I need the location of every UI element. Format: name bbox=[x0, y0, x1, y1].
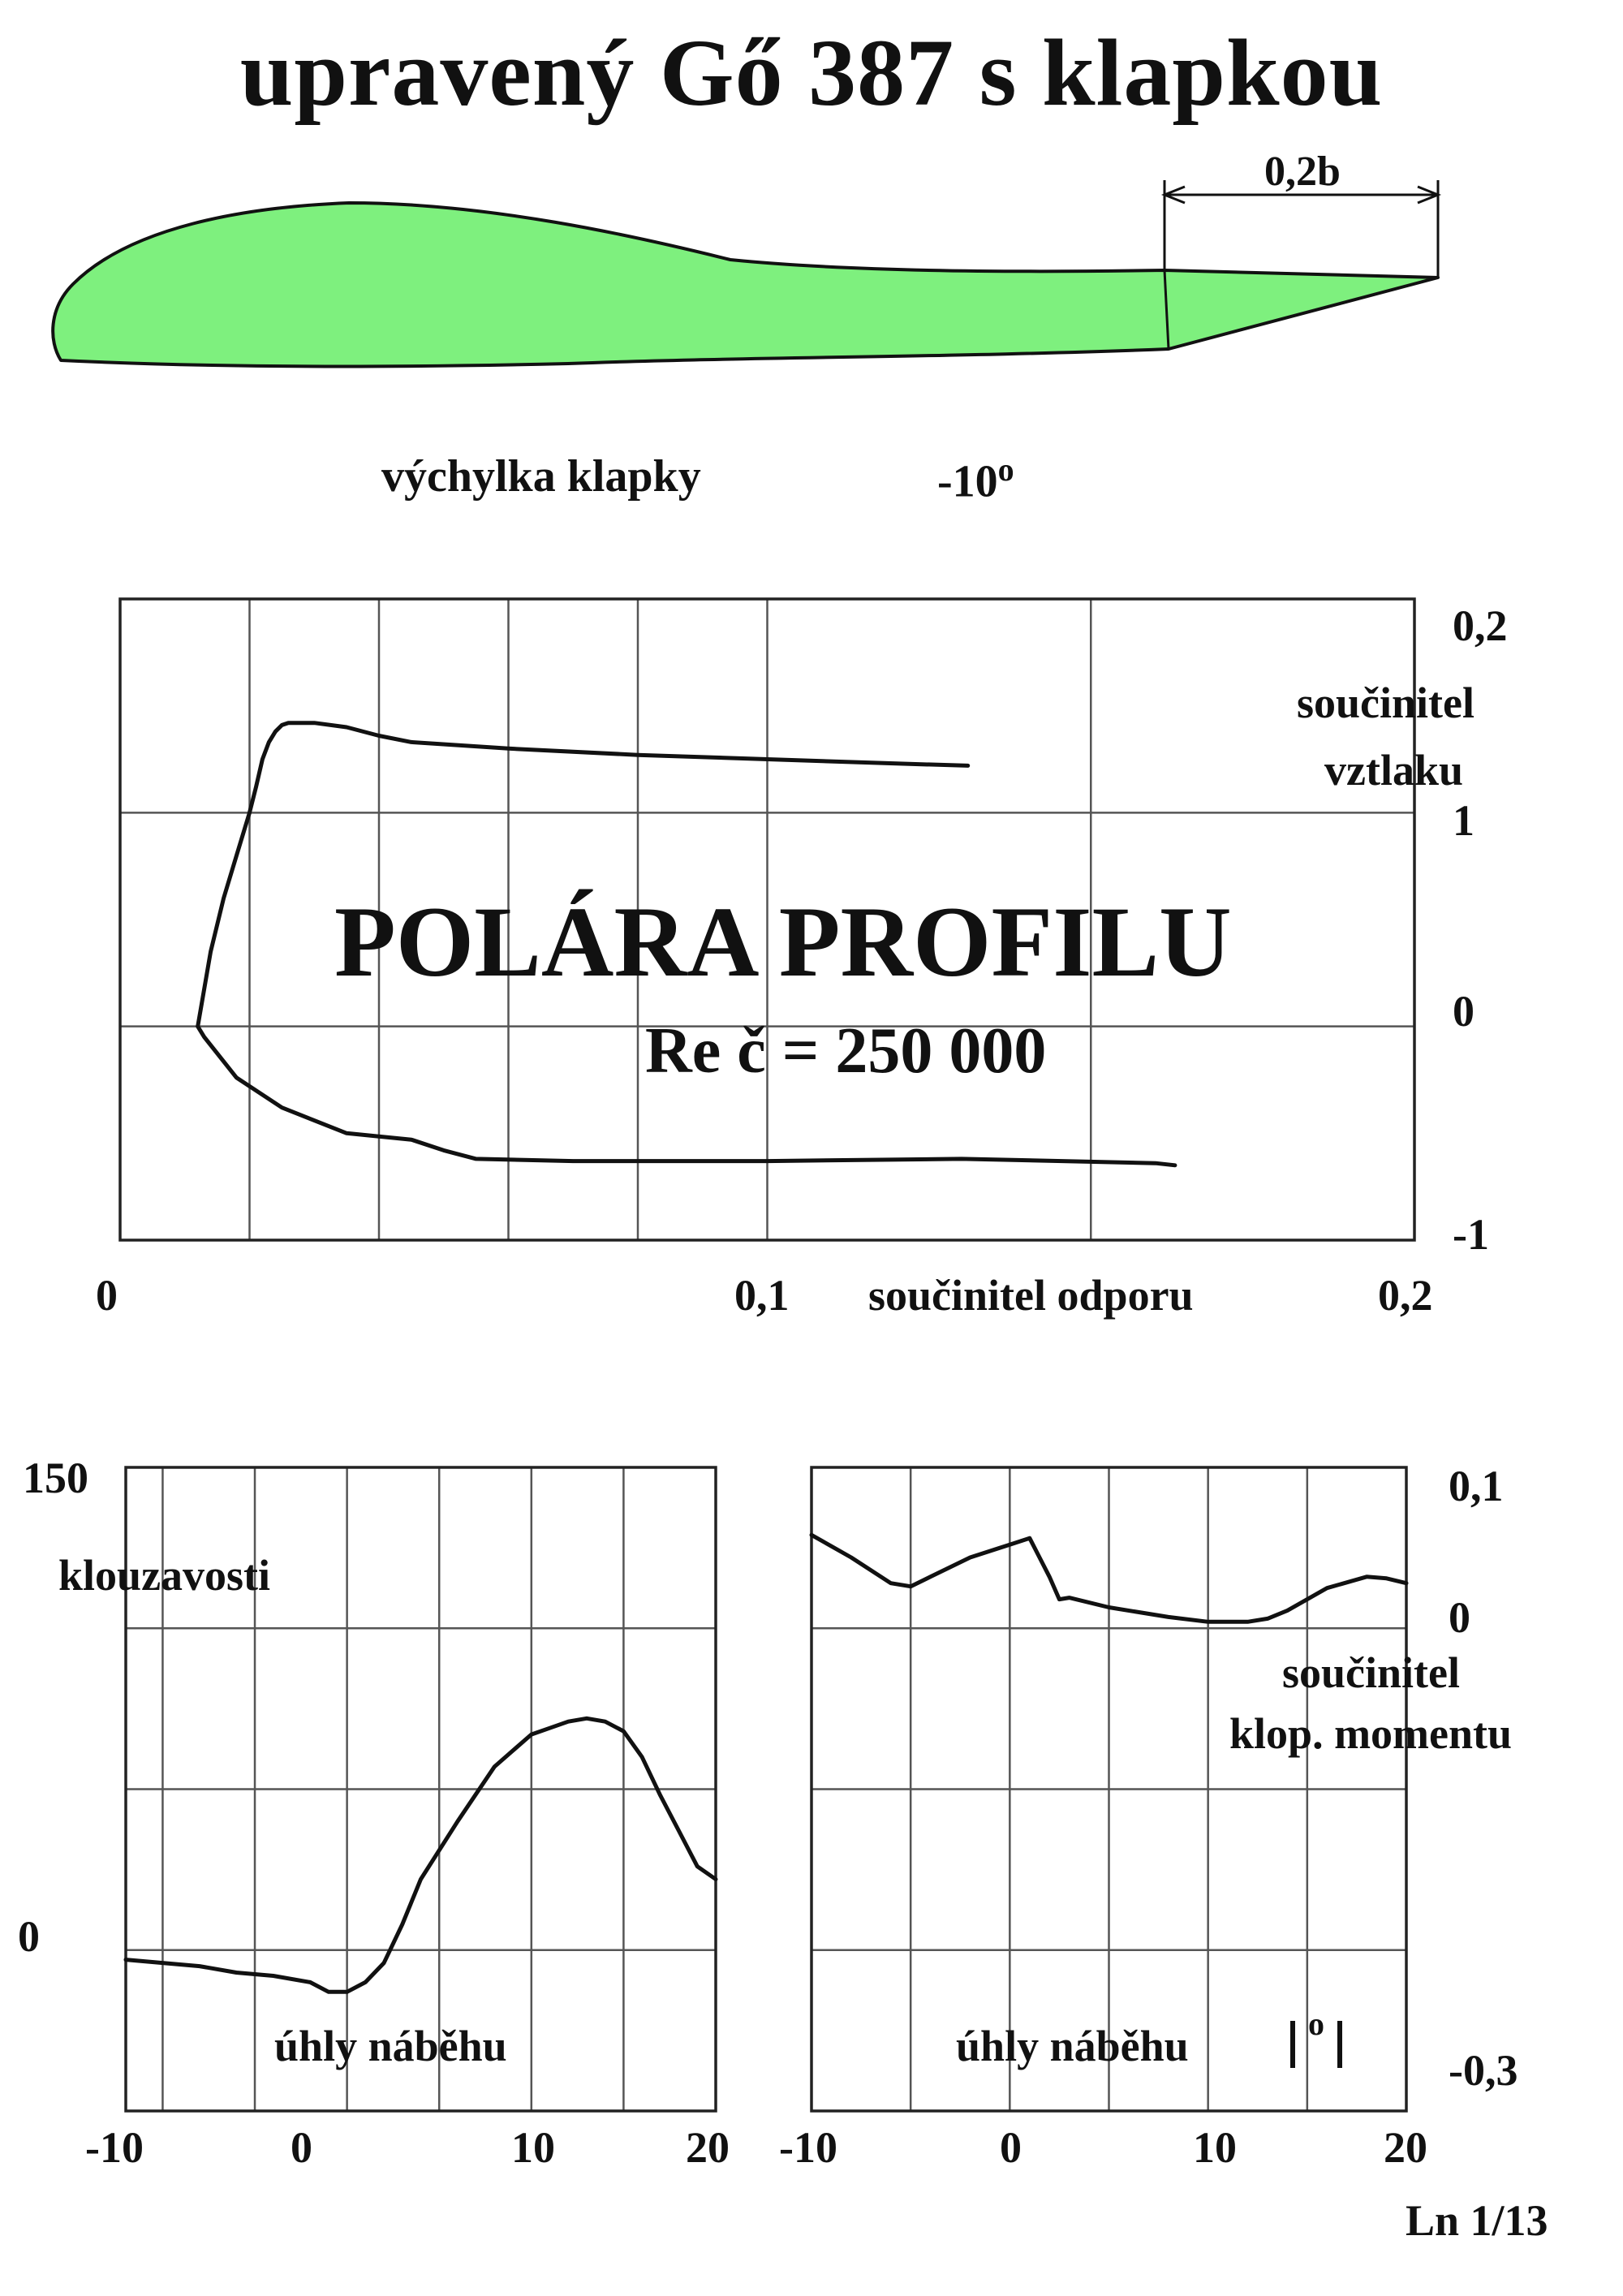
moment-xtick-label: -10 bbox=[779, 2123, 837, 2172]
polar-subtitle: Re č = 250 000 bbox=[645, 1015, 1047, 1087]
moment-xtick-label: 10 bbox=[1193, 2123, 1237, 2172]
moment-ytick-label: -0,3 bbox=[1449, 2046, 1518, 2095]
flap-dimension-label: 0,2b bbox=[1264, 149, 1341, 195]
polar-xtick-label: 0,1 bbox=[734, 1271, 790, 1320]
airfoil-shape bbox=[53, 203, 1438, 366]
moment-xlabel: úhly náběhu bbox=[956, 2022, 1189, 2070]
moment-xtick-label: 0 bbox=[1000, 2123, 1022, 2172]
moment-ytick-label: 0 bbox=[1449, 1593, 1470, 1642]
polar-title: POLÁRA PROFILU bbox=[334, 886, 1232, 997]
glide-ytick-label: 150 bbox=[23, 1454, 88, 1502]
glide-xtick-label: -10 bbox=[85, 2123, 144, 2172]
glide-xtick-label: 20 bbox=[686, 2123, 730, 2172]
polar-xtick-label: 0,2 bbox=[1378, 1271, 1433, 1320]
polar-ylabel-line2: vztlaku bbox=[1324, 746, 1464, 795]
page-title: upravený Gő 387 s klapkou bbox=[239, 19, 1384, 126]
polar-ylabel-line1: součinitel bbox=[1297, 678, 1475, 727]
flap-dimension bbox=[1165, 180, 1438, 278]
glide-xtick-label: 10 bbox=[511, 2123, 555, 2172]
polar-ytick-label: -1 bbox=[1453, 1210, 1489, 1259]
angle-unit-label: o bbox=[1308, 2005, 1324, 2042]
unit-bar-left bbox=[1290, 2021, 1295, 2068]
page-label: Ln 1/13 bbox=[1406, 2196, 1548, 2245]
glide-xtick-label: 0 bbox=[291, 2123, 312, 2172]
glide-xlabel: úhly náběhu bbox=[274, 2022, 507, 2070]
moment-ytick-label: 0,1 bbox=[1449, 1462, 1504, 1510]
polar-xlabel: součinitel odporu bbox=[868, 1271, 1194, 1320]
glide-ylabel: klouzavosti bbox=[58, 1551, 271, 1600]
polar-ytick-label: 0,2 bbox=[1453, 601, 1508, 650]
polar-ytick-label: 0 bbox=[1453, 987, 1474, 1036]
polar-xtick-label: 0 bbox=[96, 1271, 118, 1320]
moment-ylabel-line1: součinitel bbox=[1282, 1648, 1461, 1697]
flap-deflection-label: výchylka klapky bbox=[381, 451, 701, 502]
moment-ylabel-line2: klop. momentu bbox=[1229, 1709, 1513, 1758]
glide-ytick-label: 0 bbox=[18, 1912, 40, 1961]
polar-ytick-label: 1 bbox=[1453, 796, 1474, 845]
flap-deflection-value: -10$^o$ bbox=[937, 451, 1014, 507]
moment-xtick-label: 20 bbox=[1384, 2123, 1427, 2172]
unit-bar-right bbox=[1337, 2021, 1342, 2068]
